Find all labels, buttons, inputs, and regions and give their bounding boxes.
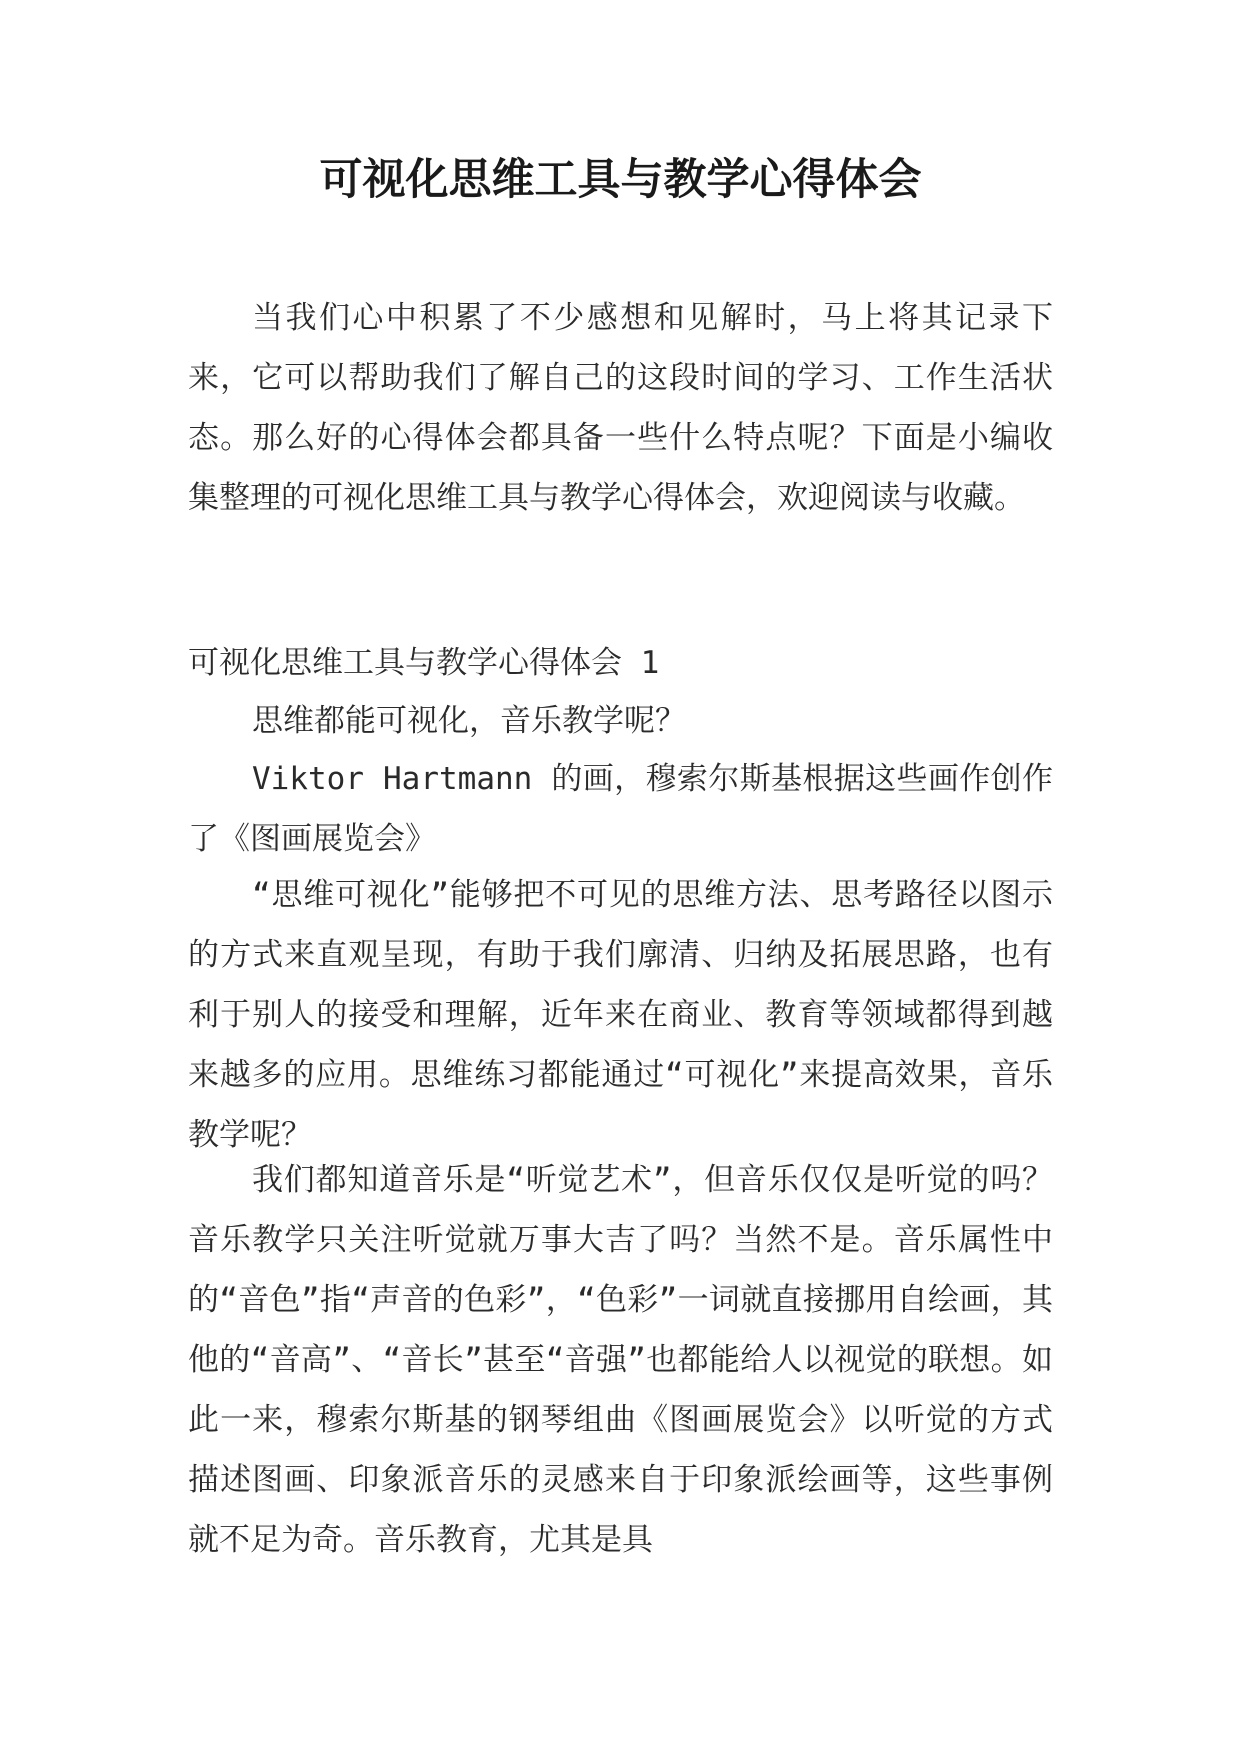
section-heading: 可视化思维工具与教学心得体会 1 [188, 645, 660, 681]
paragraph-viktor: Viktor Hartmann 的画，穆索尔斯基根据这些画作创作了《图画展览会》 [188, 761, 1053, 857]
paragraph-question: 思维都能可视化，音乐教学呢？ [252, 703, 686, 739]
paragraph-visual-thinking: “思维可视化”能够把不可见的思维方法、思考路径以图示的方式来直观呈现，有助于我们廓清、归纳及拓展思路，也有利于别人的接受和理解，近年来在商业、教育等领域都得到越来越多的应用。思维练习都能通过“可视化”来提高效果，音乐教学呢？ [188, 877, 1053, 1153]
intro-paragraph: 当我们心中积累了不少感想和见解时，马上将其记录下来，它可以帮助我们了解自己的这段时间的学习、工作生活状态。那么好的心得体会都具备一些什么特点呢？下面是小编收集整理的可视化思维工具与教学心得体会，欢迎阅读与收藏。 [188, 300, 1053, 516]
paragraph-music-art: 我们都知道音乐是“听觉艺术”，但音乐仅仅是听觉的吗？音乐教学只关注听觉就万事大吉了吗？当然不是。音乐属性中的“音色”指“声音的色彩”，“色彩”一词就直接挪用自绘画，其他的“音高”、“音长”甚至“音强”也都能给人以视觉的联想。如此一来，穆索尔斯基的钢琴组曲《图画展览会》以听觉的方式描述图画、印象派音乐的灵感来自于印象派绘画等，这些事例就不足为奇。音乐教育，尤其是具 [188, 1162, 1053, 1558]
document-title: 可视化思维工具与教学心得体会 [319, 155, 922, 205]
